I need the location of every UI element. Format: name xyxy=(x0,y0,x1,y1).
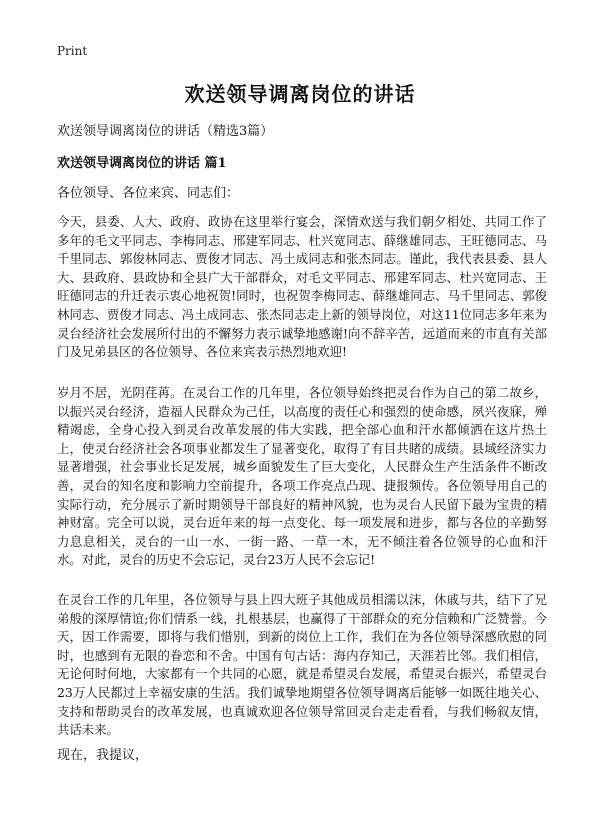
print-link[interactable]: Print xyxy=(57,44,88,58)
page-title: 欢送领导调离岗位的讲话 xyxy=(184,82,416,106)
body-paragraph-1: 今天，县委、人大、政府、政协在这里举行宴会，深情欢送与我们朝夕相处、共同工作了多年的毛文平同志、李梅同志、邢建军同志、杜兴宽同志、薛继雄同志、王旺德同志、马千里同志、郭俊林同志、贾俊才同志、冯土成同志和张杰同志。谨此，我代表县委、县人大、县政府、县政协和全县广大干部群众，对毛文平同志、邢建军同志、杜兴宽同志、王旺德同志的升迁表示衷心地祝贺!同时，也祝贺李梅同志、薛继雄同志、马千里同志、郭俊林同志、贾俊才同志、冯土成同志、张杰同志走上新的领导岗位，对这11位同志多年来为灵台经济社会发展所付出的不懈努力表示诚挚地感谢!向不辞辛苦，远道而来的市直有关部门及兄弟县区的各位领导、各位来宾表示热烈地欢迎! xyxy=(57,214,547,360)
body-paragraph-3: 在灵台工作的几年里，各位领导与县上四大班子其他成员相濡以沫，休戚与共，结下了兄弟般的深厚情谊;你们情系一线，扎根基层，也赢得了干部群众的充分信赖和广泛赞誉。今天，因工作需要，即将与我们惜别，到新的岗位上工作，我们在为各位领导深感欣慰的同时，也感到有无限的眷恋和不舍。中国有句古话：海内存知己，天涯若比邻。我们相信，无论何时何地，大家都有一个共同的心愿，就是希望灵台发展，希望灵台振兴，希望灵台23万人民都过上幸福安康的生活。我们诚挚地期望各位领导调离后能够一如既往地关心、支持和帮助灵台的改革发展，也真诚欢迎各位领导常回灵台走走看看，与我们畅叙友情，共话未来。 xyxy=(57,592,547,738)
document-subtitle: 欢送领导调离岗位的讲话（精选3篇） xyxy=(57,124,274,139)
greeting-line: 各位领导、各位来宾、同志们： xyxy=(57,186,240,201)
closing-line: 现在，我提议， xyxy=(57,748,149,763)
body-paragraph-2: 岁月不居，光阴荏苒。在灵台工作的几年里，各位领导始终把灵台作为自己的第二故乡，以振兴灵台经济，造福人民群众为己任，以高度的责任心和强烈的使命感，夙兴夜寐，殚精竭虑，全身心投入到灵台改革发展的伟大实践，把全部心血和汗水都倾洒在这片热土上，使灵台经济社会各项事业都发生了显著变化，取得了有目共睹的成绩。县域经济实力显著增强，社会事业长足发展，城乡面貌发生了巨大变化，人民群众生产生活条件不断改善，灵台的知名度和影响力空前提升，各项工作亮点凸现、捷报频传。各位领导用自己的实际行动，充分展示了新时期领导干部良好的精神风貌，也为灵台人民留下最为宝贵的精神财富。完全可以说，灵台近年来的每一点变化、每一项发展和进步，都与各位的辛勤努力息息相关，灵台的一山一水、一街一路、一草一木，无不倾注着各位领导的心血和汗水。对此，灵台的历史不会忘记，灵台23万人民不会忘记! xyxy=(57,385,547,568)
section-heading: 欢送领导调离岗位的讲话 篇1 xyxy=(57,156,227,171)
